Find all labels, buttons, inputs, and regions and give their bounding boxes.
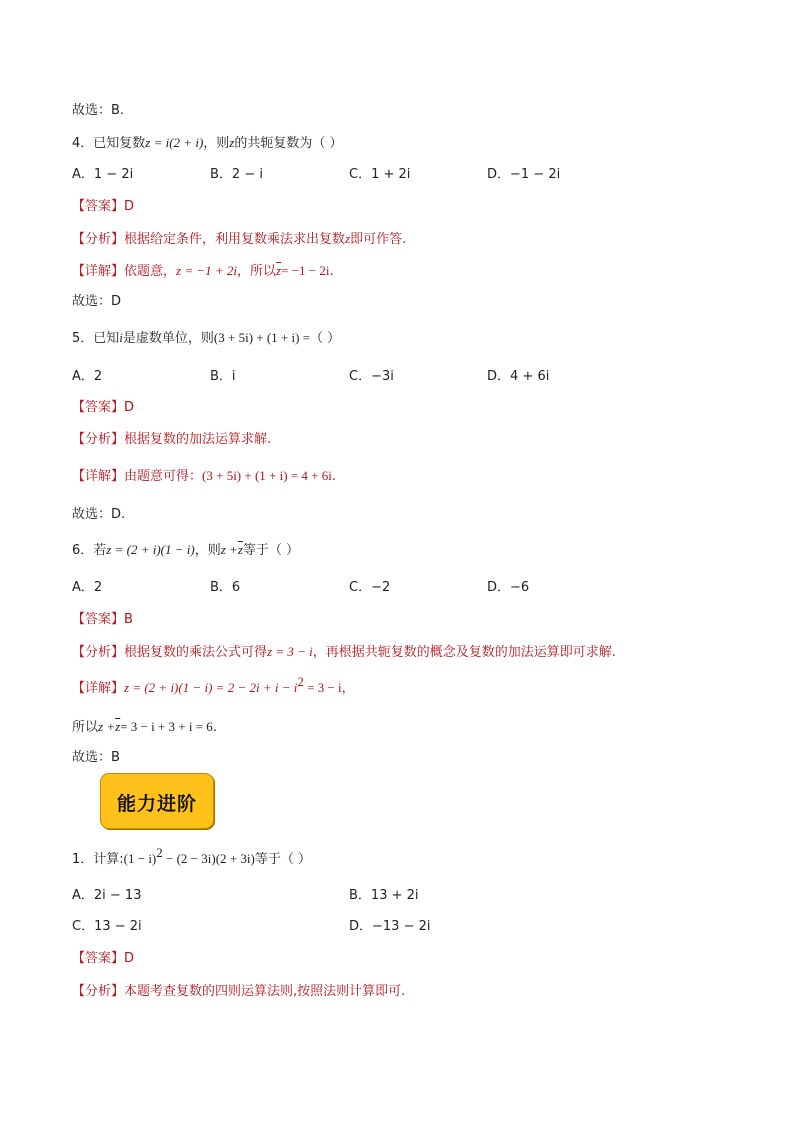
option-c: C．−3i: [349, 369, 394, 384]
option-b: B．i: [210, 369, 236, 384]
option-d: D．−1 − 2i: [487, 167, 561, 182]
advanced-question-1-answer: [72, 951, 134, 967]
final-choice-text: 故选：D: [72, 294, 122, 309]
answer-value: B: [124, 612, 133, 627]
analysis-tag: 【分析】: [72, 432, 125, 447]
option-b: B．2 − i: [210, 167, 263, 182]
question-5-analysis: [72, 432, 271, 448]
section-badge: [100, 773, 214, 829]
analysis-text: 根据复数的乘法公式可得: [124, 645, 268, 660]
answer-value: D: [124, 199, 135, 214]
detail-text: .: [329, 264, 334, 279]
detail-tag: 【详解】: [72, 469, 125, 484]
detail-text: ，所以: [237, 264, 277, 279]
conjugate-variable: $\overline{z}$: [237, 542, 243, 557]
advanced-question-1-analysis: [72, 984, 405, 1000]
question-4-detail: [72, 263, 334, 280]
analysis-tag: 【分析】: [72, 645, 125, 660]
question-5-detail: [72, 468, 336, 485]
stem-formula: (3 + 5i) + (1 + i) =: [213, 330, 311, 345]
detail-tag: 【详解】: [72, 681, 125, 696]
stem-text: 的共轭复数为（ ）: [234, 136, 343, 151]
section-badge-label: 能力进阶: [116, 793, 197, 815]
analysis-text: 本题考查复数的四则运算法则,按照法则计算即可.: [124, 984, 406, 999]
exponent: 2: [156, 845, 163, 860]
analysis-text: 根据复数的加法运算求解.: [124, 432, 272, 447]
final-choice-text: 故选：B.: [72, 103, 125, 118]
option-a: A．2i − 13: [72, 888, 142, 903]
detail-text: 由题意可得：: [124, 469, 203, 484]
analysis-tag: 【分析】: [72, 232, 125, 247]
analysis-text: ，再根据共轭复数的概念及复数的加法运算即可求解.: [312, 645, 616, 660]
option-a: A．2: [72, 369, 103, 384]
option-c: C．1 + 2i: [349, 167, 411, 182]
detail-formula: z = −1 + 2i: [176, 263, 238, 278]
stem-text: ，则: [194, 543, 221, 558]
stem-text: 等于（ ）: [254, 852, 311, 867]
question-5-answer: [72, 400, 134, 416]
analysis-text: 即可作答.: [350, 232, 407, 247]
answer-tag: 【答案】: [72, 199, 125, 214]
detail-text: 依题意，: [124, 264, 177, 279]
stem-formula: z +: [220, 542, 238, 557]
option-d: D．−13 − 2i: [349, 919, 431, 934]
option-b: B．6: [210, 580, 241, 595]
advanced-question-1-stem: [72, 845, 311, 868]
conclusion-text: .: [212, 720, 217, 735]
option-a: A．2: [72, 580, 103, 595]
stem-formula: − (2 − 3i)(2 + 3i): [162, 851, 255, 866]
option-b: B．13 + 2i: [349, 888, 419, 903]
stem-variable: i: [119, 330, 123, 345]
conclusion-formula: z +: [98, 719, 116, 734]
answer-tag: 【答案】: [72, 400, 125, 415]
question-4-analysis: [72, 231, 406, 248]
question-6-detail: [72, 674, 355, 697]
option-a: A．1 − 2i: [72, 167, 134, 182]
conjugate-variable: $\overline{z}$: [276, 263, 282, 278]
stem-text: 6．若: [72, 543, 107, 558]
option-c: C．13 − 2i: [72, 919, 142, 934]
question-6-answer: [72, 612, 133, 628]
answer-value: D: [124, 400, 135, 415]
detail-formula: = 3 − i: [303, 680, 342, 695]
question-5-stem: [72, 330, 340, 347]
prev-answer-line: [72, 103, 124, 119]
question-5-final: [72, 507, 125, 523]
stem-formula: (1 − i): [123, 851, 157, 866]
stem-text: 是虚数单位，则: [122, 331, 214, 346]
question-6-analysis: [72, 644, 616, 661]
detail-text: ，: [341, 681, 355, 696]
stem-text: ，则: [203, 136, 230, 151]
stem-text: 1．计算:: [72, 852, 124, 867]
conclusion-text: 所以: [72, 720, 99, 735]
analysis-text: 根据给定条件，利用复数乘法求出复数: [124, 232, 346, 247]
question-6-conclusion: [72, 719, 217, 736]
stem-variable: z: [229, 135, 235, 150]
conclusion-formula: = 3 − i + 3 + i = 6: [120, 719, 213, 734]
question-6-stem: [72, 542, 299, 559]
option-c: C．−2: [349, 580, 391, 595]
stem-text: 等于（ ）: [242, 543, 300, 558]
answer-value: D: [124, 951, 135, 966]
conjugate-variable: $\overline{z}$: [115, 719, 121, 734]
stem-text: 4．已知复数: [72, 136, 146, 151]
analysis-formula: z = 3 − i: [267, 644, 313, 659]
answer-tag: 【答案】: [72, 951, 125, 966]
final-choice-text: 故选：D.: [72, 507, 126, 522]
question-4-answer: [72, 199, 134, 215]
option-d: D．4 + 6i: [487, 369, 550, 384]
stem-formula: z = (2 + i)(1 − i): [106, 542, 195, 557]
stem-formula: z = i(2 + i): [145, 135, 204, 150]
final-choice-text: 故选：B: [72, 750, 120, 765]
analysis-variable: z: [345, 231, 351, 246]
detail-formula: z = (2 + i)(1 − i) = 2 − 2i + i − i: [124, 680, 298, 695]
question-4-stem: [72, 135, 343, 152]
detail-formula: = −1 − 2i: [281, 263, 330, 278]
stem-text: 5．已知: [72, 331, 120, 346]
detail-text: .: [331, 469, 336, 484]
detail-tag: 【详解】: [72, 264, 125, 279]
detail-formula: (3 + 5i) + (1 + i) = 4 + 6i: [202, 468, 332, 483]
option-d: D．−6: [487, 580, 530, 595]
stem-text: （ ）: [310, 331, 341, 346]
analysis-tag: 【分析】: [72, 984, 125, 999]
exponent: 2: [297, 674, 304, 689]
question-4-final: [72, 294, 121, 310]
question-6-final: [72, 750, 120, 766]
answer-tag: 【答案】: [72, 612, 125, 627]
